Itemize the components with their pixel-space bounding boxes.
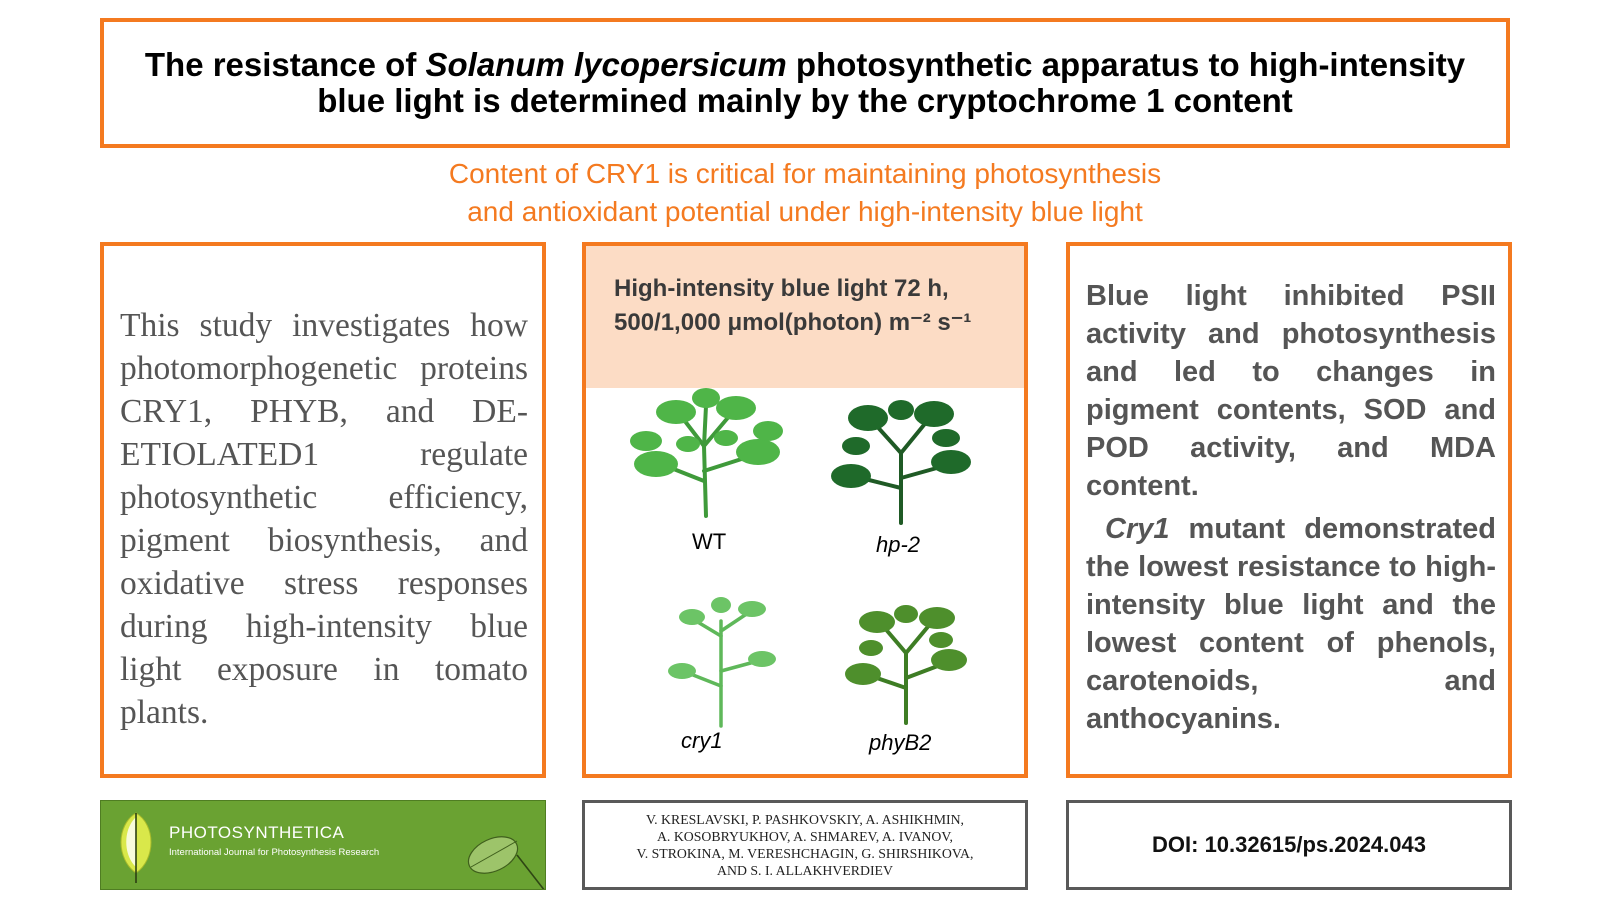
abstract-panel [100, 242, 546, 778]
wt-plant-image [626, 386, 786, 521]
result-paragraph-2 [1086, 510, 1496, 738]
result-paragraph-1: Blue light inhibited PSII activity and photosynthesis and led to changes in pigment contents, SOD and POD activity, and MDA content. [1086, 280, 1496, 502]
wt-label: WT [692, 529, 727, 554]
cry1-label: cry1 [681, 728, 723, 753]
result-paragraph-2-text: mutant demonstrated the lowest resistance to high-intensity blue light and the lowest content of phenols, carotenoids, and anthocyanins. [1086, 513, 1496, 735]
conditions-line1: High-intensity blue light 72 h, [614, 275, 949, 302]
results-panel [1066, 242, 1512, 778]
doi-box [1066, 800, 1512, 890]
hp2-label: hp-2 [876, 532, 921, 557]
authors-line3: V. STROKINA, M. VERESHCHAGIN, G. SHIRSHIKOVA, [636, 846, 974, 861]
journal-name: PHOTOSYNTHETICA [169, 823, 345, 842]
authors-line4: AND S. I. ALLAKHVERDIEV [717, 863, 893, 878]
authors-line2: A. KOSOBRYUKHOV, A. SHMAREV, A. IVANOV, [656, 829, 954, 844]
conditions-header [586, 246, 1024, 388]
title-box [100, 18, 1510, 148]
title-part2: photosynthetic apparatus to high-intensity blue light is determined mainly by the cryptochrome 1 content [317, 46, 1466, 119]
journal-logo-banner [100, 800, 546, 890]
result-mutant-name: Cry1 [1105, 513, 1170, 545]
subtitle-line1: Content of CRY1 is critical for maintaining photosynthesis [448, 158, 1162, 189]
leaf-decoration-icon [457, 815, 546, 890]
subtitle-line2: and antioxidant potential under high-intensity blue light [467, 196, 1143, 227]
authors-line1: V. KRESLAVSKI, P. PASHKOVSKIY, A. ASHIKHMIN, [645, 812, 965, 827]
paper-title [104, 47, 1506, 119]
title-species: Solanum lycopersicum [425, 46, 787, 83]
cry1-plant-image [666, 591, 776, 731]
authors-list [637, 811, 974, 879]
phyb2-plant-image [841, 598, 971, 728]
journal-subtitle: International Journal for Photosynthesis Research [169, 847, 380, 858]
hp2-plant-image [826, 388, 976, 528]
key-finding-subtitle [100, 155, 1510, 231]
leaf-logo-icon [111, 807, 161, 885]
phyb2-label: phyB2 [869, 730, 932, 755]
authors-box [582, 800, 1028, 890]
title-part1: The resistance of [144, 46, 426, 83]
abstract-text: This study investigates how photomorphogenetic proteins CRY1, PHYB, and DE-ETIOLATED1 regulate photosynthetic efficiency, pigment biosynthesis, and oxidative stress responses during high-intensity blue light exposure in tomato plants. [120, 307, 528, 731]
conditions-line2: 500/1,000 μmol(photon) m⁻² s⁻¹ [614, 309, 972, 336]
doi-text: DOI: 10.32615/ps.2024.043 [1152, 832, 1426, 857]
plants-panel [582, 242, 1028, 778]
